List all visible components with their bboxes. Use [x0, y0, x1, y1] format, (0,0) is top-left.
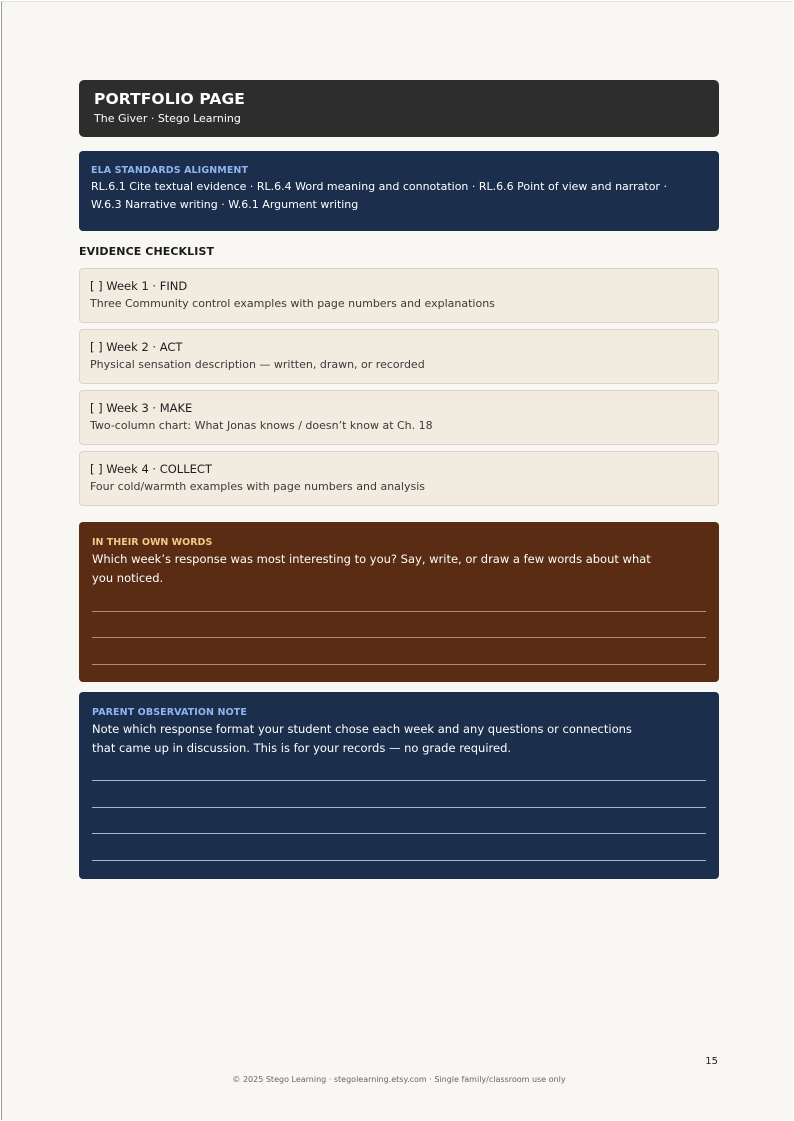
writing-line[interactable] — [92, 611, 706, 612]
checklist-item-desc: Two-column chart: What Jonas knows / doesn’t know at Ch. 18 — [90, 419, 433, 432]
writing-line[interactable] — [92, 664, 706, 665]
page-title: PORTFOLIO PAGE — [94, 90, 245, 108]
writing-line[interactable] — [92, 637, 706, 638]
standards-box — [79, 151, 719, 231]
checklist-item-desc: Physical sensation description — written, drawn, or recorded — [90, 358, 425, 371]
checklist-item-title: [ ] Week 3 · MAKE — [90, 401, 193, 415]
standards-label: ELA STANDARDS ALIGNMENT — [91, 165, 249, 176]
page-number: 15 — [705, 1056, 718, 1067]
writing-line[interactable] — [92, 833, 706, 834]
checklist-item-week-2[interactable] — [79, 329, 719, 384]
checklist-item-desc: Four cold/warmth examples with page numbers and analysis — [90, 480, 426, 493]
parent-observation-box — [79, 692, 719, 879]
own-words-prompt — [92, 550, 706, 588]
own-words-label: IN THEIR OWN WORDS — [92, 537, 213, 548]
standards-line-2: W.6.3 Narrative writing · W.6.1 Argument writing — [91, 198, 359, 211]
parent-note-line-2: that came up in discussion. This is for your records — no grade required. — [92, 741, 512, 755]
checklist-item-week-1[interactable] — [79, 268, 719, 323]
parent-note-line-1: Note which response format your student chose each week and any questions or connections — [92, 722, 632, 736]
checklist-item-week-3[interactable] — [79, 390, 719, 445]
writing-line[interactable] — [92, 780, 706, 781]
own-words-box — [79, 522, 719, 682]
parent-note-label: PARENT OBSERVATION NOTE — [92, 707, 247, 718]
checklist-item-week-4[interactable] — [79, 451, 719, 506]
checklist-item-desc: Three Community control examples with page numbers and explanations — [90, 297, 495, 310]
standards-line-1: RL.6.1 Cite textual evidence · RL.6.4 Word meaning and connotation · RL.6.6 Point of view and narrator · — [91, 180, 667, 193]
writing-line[interactable] — [92, 860, 706, 861]
checklist-item-title: [ ] Week 4 · COLLECT — [90, 462, 212, 476]
parent-note-prompt — [92, 720, 706, 758]
own-words-line-2: you noticed. — [92, 571, 164, 585]
own-words-line-1: Which week’s response was most interesting to you? Say, write, or draw a few words about what — [92, 552, 651, 566]
evidence-checklist-heading: EVIDENCE CHECKLIST — [79, 245, 215, 258]
writing-line[interactable] — [92, 807, 706, 808]
checklist-item-title: [ ] Week 2 · ACT — [90, 340, 183, 354]
portfolio-header — [79, 80, 719, 137]
page-subtitle: The Giver · Stego Learning — [94, 112, 241, 125]
page — [1, 1, 793, 1120]
checklist-item-title: [ ] Week 1 · FIND — [90, 279, 188, 293]
standards-text — [91, 178, 707, 214]
footer-copyright: © 2025 Stego Learning · stegolearning.etsy.com · Single family/classroom use only — [232, 1075, 566, 1084]
